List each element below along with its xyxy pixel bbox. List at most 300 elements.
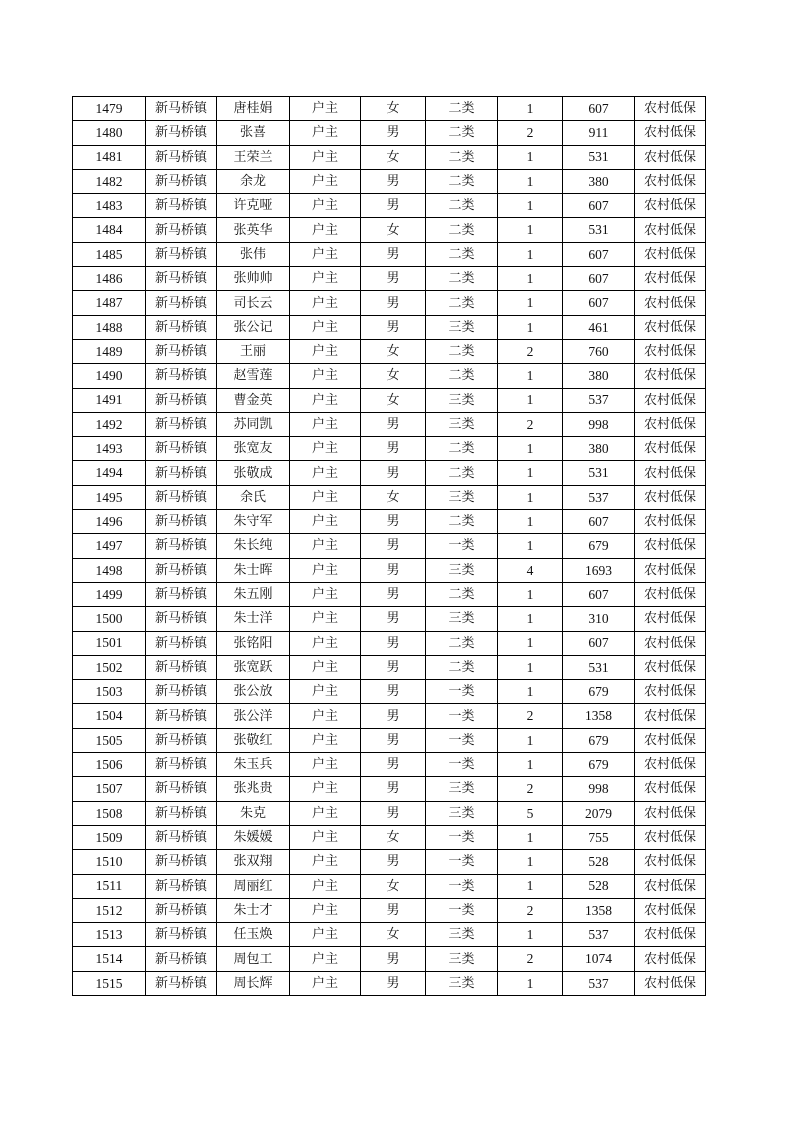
gender-cell: 女 xyxy=(361,145,426,169)
category-cell: 三类 xyxy=(426,485,498,509)
program-cell: 农村低保 xyxy=(635,558,706,582)
town-cell: 新马桥镇 xyxy=(146,169,217,193)
town-cell: 新马桥镇 xyxy=(146,291,217,315)
gender-cell: 男 xyxy=(361,850,426,874)
table-row xyxy=(73,364,706,388)
program-cell: 农村低保 xyxy=(635,631,706,655)
program-cell: 农村低保 xyxy=(635,412,706,436)
town-cell: 新马桥镇 xyxy=(146,97,217,121)
gender-cell: 男 xyxy=(361,412,426,436)
program-cell: 农村低保 xyxy=(635,728,706,752)
household-size-cell: 2 xyxy=(498,947,563,971)
table-row xyxy=(73,777,706,801)
name-cell: 朱五刚 xyxy=(217,582,290,606)
gender-cell: 男 xyxy=(361,680,426,704)
household-size-cell: 1 xyxy=(498,169,563,193)
relation-cell: 户主 xyxy=(290,461,361,485)
benefit-roster-table xyxy=(72,96,706,996)
name-cell: 王荣兰 xyxy=(217,145,290,169)
relation-cell: 户主 xyxy=(290,874,361,898)
serial-number-cell: 1498 xyxy=(73,558,146,582)
serial-number-cell: 1496 xyxy=(73,510,146,534)
household-size-cell: 2 xyxy=(498,777,563,801)
table-row xyxy=(73,631,706,655)
serial-number-cell: 1512 xyxy=(73,898,146,922)
amount-cell: 461 xyxy=(563,315,635,339)
gender-cell: 男 xyxy=(361,534,426,558)
gender-cell: 男 xyxy=(361,242,426,266)
table-row xyxy=(73,558,706,582)
amount-cell: 679 xyxy=(563,680,635,704)
gender-cell: 男 xyxy=(361,194,426,218)
relation-cell: 户主 xyxy=(290,680,361,704)
amount-cell: 2079 xyxy=(563,801,635,825)
name-cell: 张公洋 xyxy=(217,704,290,728)
relation-cell: 户主 xyxy=(290,145,361,169)
town-cell: 新马桥镇 xyxy=(146,145,217,169)
category-cell: 三类 xyxy=(426,947,498,971)
gender-cell: 男 xyxy=(361,631,426,655)
household-size-cell: 1 xyxy=(498,753,563,777)
household-size-cell: 1 xyxy=(498,218,563,242)
name-cell: 朱士洋 xyxy=(217,607,290,631)
table-row xyxy=(73,801,706,825)
program-cell: 农村低保 xyxy=(635,971,706,995)
amount-cell: 537 xyxy=(563,971,635,995)
program-cell: 农村低保 xyxy=(635,121,706,145)
name-cell: 朱克 xyxy=(217,801,290,825)
gender-cell: 男 xyxy=(361,267,426,291)
household-size-cell: 1 xyxy=(498,510,563,534)
table-row xyxy=(73,704,706,728)
amount-cell: 537 xyxy=(563,485,635,509)
town-cell: 新马桥镇 xyxy=(146,801,217,825)
serial-number-cell: 1495 xyxy=(73,485,146,509)
category-cell: 二类 xyxy=(426,267,498,291)
amount-cell: 607 xyxy=(563,631,635,655)
category-cell: 一类 xyxy=(426,534,498,558)
name-cell: 朱媛媛 xyxy=(217,825,290,849)
relation-cell: 户主 xyxy=(290,291,361,315)
category-cell: 二类 xyxy=(426,510,498,534)
program-cell: 农村低保 xyxy=(635,753,706,777)
table-row xyxy=(73,850,706,874)
program-cell: 农村低保 xyxy=(635,582,706,606)
relation-cell: 户主 xyxy=(290,218,361,242)
gender-cell: 男 xyxy=(361,753,426,777)
category-cell: 三类 xyxy=(426,971,498,995)
relation-cell: 户主 xyxy=(290,825,361,849)
serial-number-cell: 1479 xyxy=(73,97,146,121)
name-cell: 张喜 xyxy=(217,121,290,145)
household-size-cell: 2 xyxy=(498,339,563,363)
town-cell: 新马桥镇 xyxy=(146,437,217,461)
serial-number-cell: 1486 xyxy=(73,267,146,291)
name-cell: 朱士晖 xyxy=(217,558,290,582)
name-cell: 张宽跃 xyxy=(217,655,290,679)
table-row xyxy=(73,218,706,242)
household-size-cell: 1 xyxy=(498,194,563,218)
relation-cell: 户主 xyxy=(290,339,361,363)
program-cell: 农村低保 xyxy=(635,534,706,558)
serial-number-cell: 1493 xyxy=(73,437,146,461)
household-size-cell: 1 xyxy=(498,388,563,412)
household-size-cell: 1 xyxy=(498,825,563,849)
table-row xyxy=(73,291,706,315)
amount-cell: 998 xyxy=(563,777,635,801)
program-cell: 农村低保 xyxy=(635,364,706,388)
amount-cell: 607 xyxy=(563,242,635,266)
program-cell: 农村低保 xyxy=(635,607,706,631)
table-row xyxy=(73,194,706,218)
gender-cell: 男 xyxy=(361,704,426,728)
gender-cell: 女 xyxy=(361,923,426,947)
category-cell: 二类 xyxy=(426,97,498,121)
amount-cell: 679 xyxy=(563,534,635,558)
town-cell: 新马桥镇 xyxy=(146,267,217,291)
town-cell: 新马桥镇 xyxy=(146,121,217,145)
serial-number-cell: 1482 xyxy=(73,169,146,193)
town-cell: 新马桥镇 xyxy=(146,874,217,898)
relation-cell: 户主 xyxy=(290,582,361,606)
category-cell: 二类 xyxy=(426,291,498,315)
amount-cell: 607 xyxy=(563,582,635,606)
town-cell: 新马桥镇 xyxy=(146,777,217,801)
town-cell: 新马桥镇 xyxy=(146,631,217,655)
table-row xyxy=(73,267,706,291)
serial-number-cell: 1511 xyxy=(73,874,146,898)
relation-cell: 户主 xyxy=(290,971,361,995)
category-cell: 三类 xyxy=(426,412,498,436)
table-row xyxy=(73,753,706,777)
relation-cell: 户主 xyxy=(290,485,361,509)
program-cell: 农村低保 xyxy=(635,267,706,291)
household-size-cell: 1 xyxy=(498,461,563,485)
amount-cell: 911 xyxy=(563,121,635,145)
serial-number-cell: 1503 xyxy=(73,680,146,704)
amount-cell: 528 xyxy=(563,874,635,898)
program-cell: 农村低保 xyxy=(635,801,706,825)
amount-cell: 607 xyxy=(563,510,635,534)
name-cell: 周长辉 xyxy=(217,971,290,995)
relation-cell: 户主 xyxy=(290,267,361,291)
serial-number-cell: 1504 xyxy=(73,704,146,728)
household-size-cell: 1 xyxy=(498,315,563,339)
category-cell: 三类 xyxy=(426,607,498,631)
name-cell: 张帅帅 xyxy=(217,267,290,291)
category-cell: 三类 xyxy=(426,923,498,947)
name-cell: 张公放 xyxy=(217,680,290,704)
town-cell: 新马桥镇 xyxy=(146,850,217,874)
category-cell: 二类 xyxy=(426,461,498,485)
gender-cell: 女 xyxy=(361,388,426,412)
household-size-cell: 4 xyxy=(498,558,563,582)
name-cell: 张双翔 xyxy=(217,850,290,874)
table-row xyxy=(73,607,706,631)
amount-cell: 1074 xyxy=(563,947,635,971)
relation-cell: 户主 xyxy=(290,801,361,825)
amount-cell: 531 xyxy=(563,145,635,169)
name-cell: 司长云 xyxy=(217,291,290,315)
name-cell: 许克哑 xyxy=(217,194,290,218)
gender-cell: 女 xyxy=(361,485,426,509)
serial-number-cell: 1515 xyxy=(73,971,146,995)
relation-cell: 户主 xyxy=(290,850,361,874)
amount-cell: 380 xyxy=(563,364,635,388)
name-cell: 张伟 xyxy=(217,242,290,266)
serial-number-cell: 1513 xyxy=(73,923,146,947)
household-size-cell: 2 xyxy=(498,898,563,922)
serial-number-cell: 1491 xyxy=(73,388,146,412)
amount-cell: 679 xyxy=(563,753,635,777)
program-cell: 农村低保 xyxy=(635,874,706,898)
amount-cell: 531 xyxy=(563,461,635,485)
name-cell: 朱玉兵 xyxy=(217,753,290,777)
relation-cell: 户主 xyxy=(290,97,361,121)
serial-number-cell: 1509 xyxy=(73,825,146,849)
household-size-cell: 2 xyxy=(498,121,563,145)
name-cell: 苏同凯 xyxy=(217,412,290,436)
category-cell: 一类 xyxy=(426,704,498,728)
serial-number-cell: 1480 xyxy=(73,121,146,145)
amount-cell: 607 xyxy=(563,267,635,291)
town-cell: 新马桥镇 xyxy=(146,655,217,679)
program-cell: 农村低保 xyxy=(635,777,706,801)
serial-number-cell: 1483 xyxy=(73,194,146,218)
town-cell: 新马桥镇 xyxy=(146,971,217,995)
category-cell: 二类 xyxy=(426,437,498,461)
category-cell: 三类 xyxy=(426,388,498,412)
town-cell: 新马桥镇 xyxy=(146,412,217,436)
name-cell: 周包工 xyxy=(217,947,290,971)
gender-cell: 男 xyxy=(361,169,426,193)
program-cell: 农村低保 xyxy=(635,169,706,193)
category-cell: 二类 xyxy=(426,121,498,145)
relation-cell: 户主 xyxy=(290,437,361,461)
program-cell: 农村低保 xyxy=(635,242,706,266)
household-size-cell: 1 xyxy=(498,923,563,947)
table-row xyxy=(73,97,706,121)
program-cell: 农村低保 xyxy=(635,485,706,509)
program-cell: 农村低保 xyxy=(635,291,706,315)
table-row xyxy=(73,680,706,704)
gender-cell: 女 xyxy=(361,218,426,242)
table-row xyxy=(73,898,706,922)
gender-cell: 女 xyxy=(361,339,426,363)
name-cell: 朱守军 xyxy=(217,510,290,534)
household-size-cell: 1 xyxy=(498,267,563,291)
gender-cell: 男 xyxy=(361,655,426,679)
relation-cell: 户主 xyxy=(290,704,361,728)
gender-cell: 女 xyxy=(361,97,426,121)
relation-cell: 户主 xyxy=(290,315,361,339)
gender-cell: 男 xyxy=(361,801,426,825)
relation-cell: 户主 xyxy=(290,898,361,922)
serial-number-cell: 1501 xyxy=(73,631,146,655)
serial-number-cell: 1497 xyxy=(73,534,146,558)
name-cell: 张宽友 xyxy=(217,437,290,461)
serial-number-cell: 1490 xyxy=(73,364,146,388)
name-cell: 余龙 xyxy=(217,169,290,193)
relation-cell: 户主 xyxy=(290,412,361,436)
relation-cell: 户主 xyxy=(290,534,361,558)
table-row xyxy=(73,315,706,339)
amount-cell: 380 xyxy=(563,437,635,461)
town-cell: 新马桥镇 xyxy=(146,607,217,631)
table-row xyxy=(73,655,706,679)
table-row xyxy=(73,412,706,436)
gender-cell: 男 xyxy=(361,947,426,971)
table-row xyxy=(73,339,706,363)
town-cell: 新马桥镇 xyxy=(146,218,217,242)
table-row xyxy=(73,437,706,461)
town-cell: 新马桥镇 xyxy=(146,364,217,388)
name-cell: 唐桂娟 xyxy=(217,97,290,121)
town-cell: 新马桥镇 xyxy=(146,510,217,534)
household-size-cell: 1 xyxy=(498,437,563,461)
amount-cell: 1693 xyxy=(563,558,635,582)
category-cell: 二类 xyxy=(426,655,498,679)
gender-cell: 男 xyxy=(361,558,426,582)
household-size-cell: 1 xyxy=(498,874,563,898)
relation-cell: 户主 xyxy=(290,510,361,534)
amount-cell: 537 xyxy=(563,388,635,412)
serial-number-cell: 1492 xyxy=(73,412,146,436)
serial-number-cell: 1507 xyxy=(73,777,146,801)
town-cell: 新马桥镇 xyxy=(146,339,217,363)
program-cell: 农村低保 xyxy=(635,315,706,339)
relation-cell: 户主 xyxy=(290,242,361,266)
program-cell: 农村低保 xyxy=(635,339,706,363)
relation-cell: 户主 xyxy=(290,777,361,801)
relation-cell: 户主 xyxy=(290,753,361,777)
amount-cell: 760 xyxy=(563,339,635,363)
amount-cell: 607 xyxy=(563,97,635,121)
gender-cell: 男 xyxy=(361,510,426,534)
program-cell: 农村低保 xyxy=(635,680,706,704)
category-cell: 一类 xyxy=(426,825,498,849)
gender-cell: 男 xyxy=(361,971,426,995)
table-row xyxy=(73,145,706,169)
table-row xyxy=(73,485,706,509)
program-cell: 农村低保 xyxy=(635,437,706,461)
town-cell: 新马桥镇 xyxy=(146,825,217,849)
serial-number-cell: 1505 xyxy=(73,728,146,752)
category-cell: 一类 xyxy=(426,680,498,704)
town-cell: 新马桥镇 xyxy=(146,898,217,922)
relation-cell: 户主 xyxy=(290,388,361,412)
household-size-cell: 1 xyxy=(498,145,563,169)
amount-cell: 755 xyxy=(563,825,635,849)
relation-cell: 户主 xyxy=(290,169,361,193)
amount-cell: 528 xyxy=(563,850,635,874)
household-size-cell: 1 xyxy=(498,582,563,606)
category-cell: 三类 xyxy=(426,801,498,825)
program-cell: 农村低保 xyxy=(635,655,706,679)
category-cell: 二类 xyxy=(426,169,498,193)
category-cell: 一类 xyxy=(426,874,498,898)
serial-number-cell: 1488 xyxy=(73,315,146,339)
town-cell: 新马桥镇 xyxy=(146,753,217,777)
serial-number-cell: 1502 xyxy=(73,655,146,679)
relation-cell: 户主 xyxy=(290,631,361,655)
program-cell: 农村低保 xyxy=(635,923,706,947)
gender-cell: 男 xyxy=(361,291,426,315)
table-row xyxy=(73,121,706,145)
gender-cell: 女 xyxy=(361,364,426,388)
category-cell: 二类 xyxy=(426,364,498,388)
serial-number-cell: 1514 xyxy=(73,947,146,971)
name-cell: 曹金英 xyxy=(217,388,290,412)
name-cell: 朱长纯 xyxy=(217,534,290,558)
household-size-cell: 1 xyxy=(498,728,563,752)
gender-cell: 男 xyxy=(361,582,426,606)
household-size-cell: 1 xyxy=(498,364,563,388)
name-cell: 张英华 xyxy=(217,218,290,242)
table-row xyxy=(73,510,706,534)
serial-number-cell: 1494 xyxy=(73,461,146,485)
name-cell: 赵雪莲 xyxy=(217,364,290,388)
name-cell: 任玉焕 xyxy=(217,923,290,947)
gender-cell: 男 xyxy=(361,315,426,339)
serial-number-cell: 1487 xyxy=(73,291,146,315)
program-cell: 农村低保 xyxy=(635,194,706,218)
household-size-cell: 2 xyxy=(498,412,563,436)
household-size-cell: 1 xyxy=(498,242,563,266)
household-size-cell: 1 xyxy=(498,97,563,121)
table-row xyxy=(73,169,706,193)
category-cell: 一类 xyxy=(426,898,498,922)
table-row xyxy=(73,947,706,971)
category-cell: 二类 xyxy=(426,194,498,218)
household-size-cell: 1 xyxy=(498,534,563,558)
category-cell: 二类 xyxy=(426,145,498,169)
program-cell: 农村低保 xyxy=(635,97,706,121)
relation-cell: 户主 xyxy=(290,558,361,582)
name-cell: 张公记 xyxy=(217,315,290,339)
program-cell: 农村低保 xyxy=(635,218,706,242)
serial-number-cell: 1484 xyxy=(73,218,146,242)
serial-number-cell: 1485 xyxy=(73,242,146,266)
amount-cell: 531 xyxy=(563,218,635,242)
category-cell: 三类 xyxy=(426,558,498,582)
program-cell: 农村低保 xyxy=(635,704,706,728)
gender-cell: 女 xyxy=(361,874,426,898)
household-size-cell: 5 xyxy=(498,801,563,825)
table-row xyxy=(73,388,706,412)
name-cell: 朱士才 xyxy=(217,898,290,922)
category-cell: 一类 xyxy=(426,753,498,777)
serial-number-cell: 1481 xyxy=(73,145,146,169)
name-cell: 张铭阳 xyxy=(217,631,290,655)
household-size-cell: 1 xyxy=(498,850,563,874)
household-size-cell: 1 xyxy=(498,607,563,631)
category-cell: 二类 xyxy=(426,631,498,655)
town-cell: 新马桥镇 xyxy=(146,947,217,971)
town-cell: 新马桥镇 xyxy=(146,704,217,728)
amount-cell: 310 xyxy=(563,607,635,631)
household-size-cell: 1 xyxy=(498,971,563,995)
table-row xyxy=(73,971,706,995)
category-cell: 一类 xyxy=(426,728,498,752)
serial-number-cell: 1500 xyxy=(73,607,146,631)
category-cell: 一类 xyxy=(426,850,498,874)
relation-cell: 户主 xyxy=(290,728,361,752)
name-cell: 张兆贵 xyxy=(217,777,290,801)
town-cell: 新马桥镇 xyxy=(146,558,217,582)
table-row xyxy=(73,874,706,898)
gender-cell: 男 xyxy=(361,898,426,922)
